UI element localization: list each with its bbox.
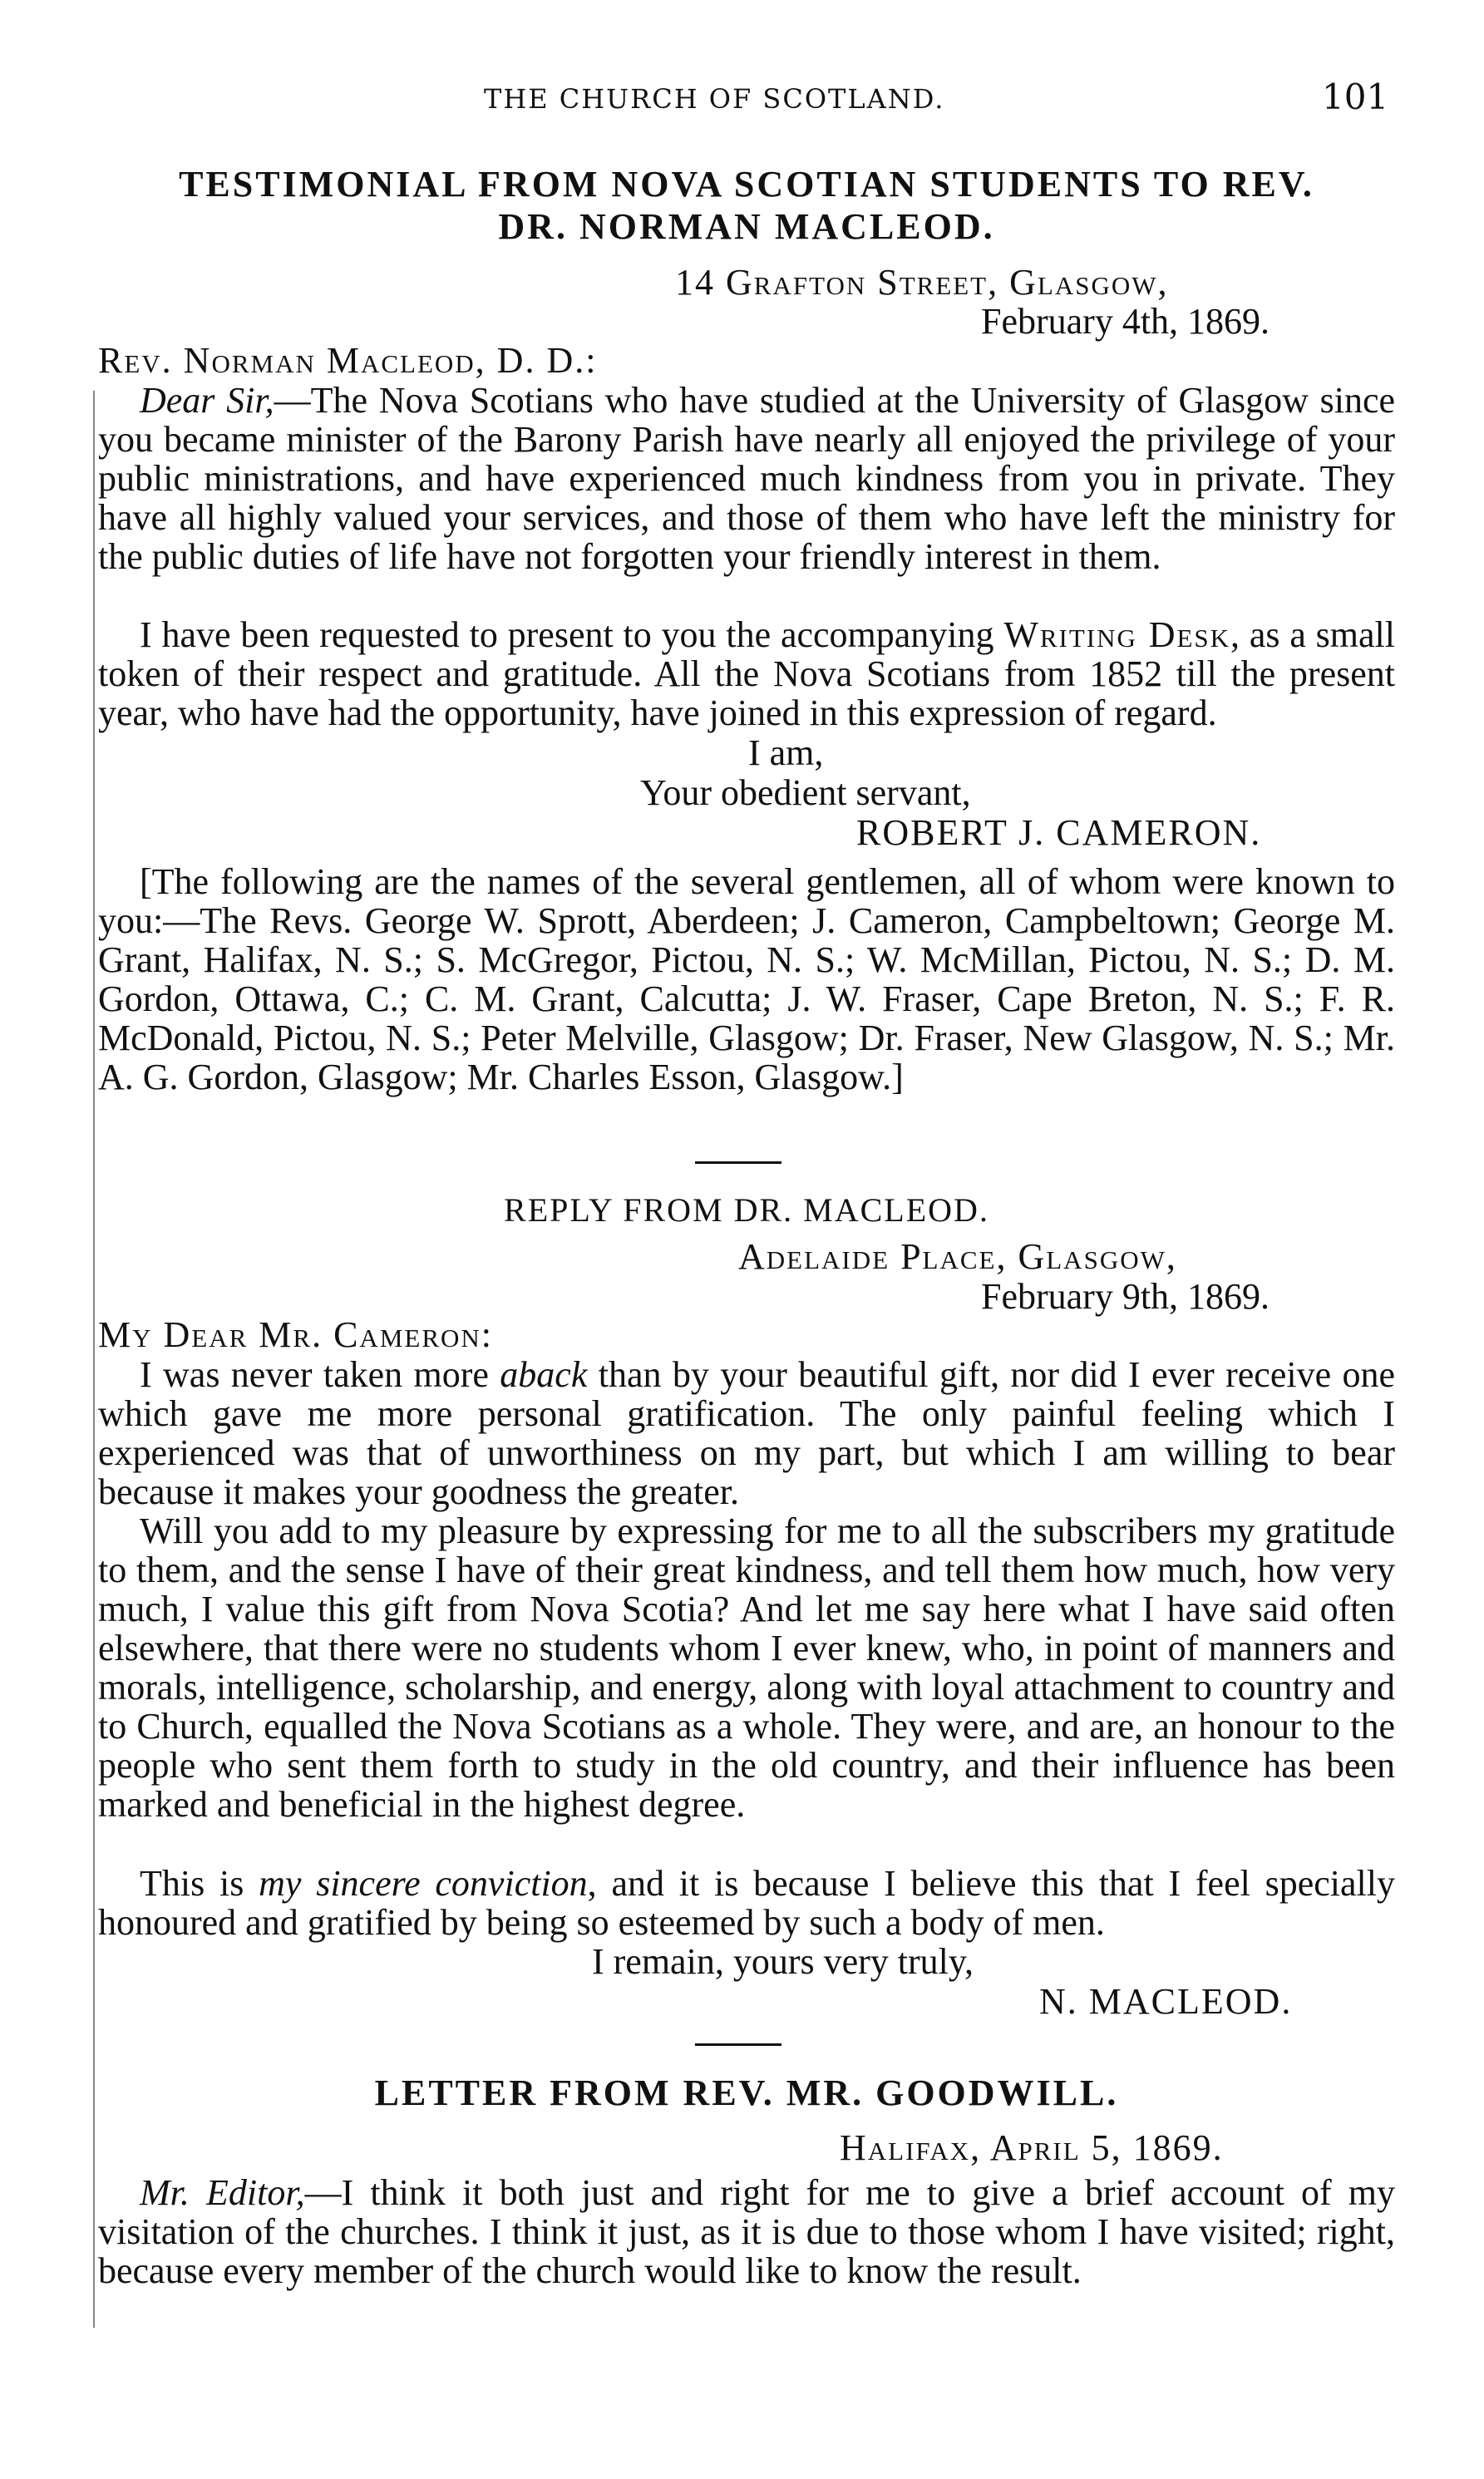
testimonial-paragraph-2: I have been requested to present to you the accompanying Writing Desk, as a small token of their respect and gratitude. All the Nova Scotians from 1852 till the present year, who have had the opportunity, have joined in this expression of regard. bbox=[98, 614, 1395, 733]
dear-sir: Dear Sir, bbox=[140, 380, 274, 421]
goodwill-date: Halifax, April 5, 1869. bbox=[840, 2127, 1224, 2168]
margin-line bbox=[93, 391, 95, 2328]
reply-closing: I remain, yours very truly, bbox=[592, 1941, 974, 1982]
reply-paragraph-3: This is my sincere conviction, and it is because I believe this that I feel specially honoured and gratified by being so esteemed by such a body of men. bbox=[98, 1863, 1395, 1943]
testimonial-paragraph-1: Dear Sir,—The Nova Scotians who have studied at the University of Glasgow since you became minister of the Barony Parish have nearly all enjoyed the privilege of your public ministrations, and have experienced much kindness from you in private. They have all highly valued your services, and those of them who have left the ministry for the public duties of life have not forgotten your friendly interest in them. bbox=[98, 380, 1395, 577]
testimonial-date: February 4th, 1869. bbox=[981, 301, 1270, 342]
mr-editor: Mr. Editor, bbox=[140, 2172, 305, 2213]
names-note: [The following are the names of the several gentlemen, all of whom were known to you:—The Revs. George W. Sprott, Aberdeen; J. Cameron, Campbeltown; George M. Grant, Halifax, N. S.; S. McGregor, Pictou, N. S.; W. McMillan, Pictou, N. S.; D. M. Gordon, Ottawa, C.; C. M. Grant, Calcutta; J. W. Fraser, Cape Breton, N. S.; F. R. McDonald, Pictou, N. S.; Peter Melville, Glasgow; Dr. Fraser, New Glasgow, N. S.; Mr. A. G. Gordon, Glasgow; Mr. Charles Esson, Glasgow.] bbox=[98, 861, 1395, 1097]
goodwill-heading: LETTER FROM REV. MR. GOODWILL. bbox=[374, 2072, 1119, 2113]
reply-salutation: My Dear Mr. Cameron: bbox=[98, 1314, 493, 1355]
section-divider-1 bbox=[695, 1161, 781, 1164]
writing-desk: Writing Desk bbox=[1003, 614, 1231, 655]
section-divider-2 bbox=[695, 2043, 781, 2046]
aback: aback bbox=[500, 1354, 588, 1395]
reply-heading: REPLY FROM DR. MACLEOD. bbox=[504, 1191, 989, 1229]
testimonial-heading-line2: DR. NORMAN MACLEOD. bbox=[498, 206, 995, 247]
testimonial-salutation: Rev. Norman Macleod, D. D.: bbox=[98, 340, 598, 381]
testimonial-closing: Your obedient servant, bbox=[640, 772, 971, 813]
testimonial-i-am: I am, bbox=[748, 732, 824, 773]
reply-paragraph-2: Will you add to my pleasure by expressing for me to all the subscribers my gratitude to them, and the sense I have of their great kindness, and tell them how much, how very much, I value this gift from Nova Scotia? And let me say here what I have said often elsewhere, that there were no students whom I ever knew, who, in point of manners and morals, intelligence, scholarship, and energy, along with loyal attachment to country and to Church, equalled the Nova Scotians as a whole. They were, and are, an honour to the people who sent them forth to study in the old country, and their influence has been marked and beneficial in the highest degree. bbox=[98, 1511, 1395, 1825]
reply-date: February 9th, 1869. bbox=[981, 1276, 1270, 1317]
sincere-conviction: my sincere conviction bbox=[259, 1863, 588, 1904]
reply-paragraph-1: I was never taken more aback than by your beautiful gift, nor did I ever receive one which gave me more personal gratification. The only painful feeling which I experienced was that of unworthiness on my part, but which I am willing to bear because it makes your goodness the greater. bbox=[98, 1354, 1396, 1512]
page-number: 101 bbox=[1322, 76, 1389, 117]
running-head: THE CHURCH OF SCOTLAND. bbox=[484, 83, 945, 115]
goodwill-paragraph-1: Mr. Editor,—I think it both just and right for me to give a brief account of my visitation of the churches. I think it just, as it is due to those whom I have visited; right, because every member of the church would like to know the result. bbox=[98, 2172, 1395, 2291]
testimonial-heading-line1: TESTIMONIAL FROM NOVA SCOTIAN STUDENTS TO REV. bbox=[179, 164, 1314, 205]
reply-signature: N. MACLEOD. bbox=[1039, 1981, 1293, 2022]
reply-address: Adelaide Place, Glasgow, bbox=[738, 1236, 1177, 1277]
testimonial-signature: ROBERT J. CAMERON. bbox=[856, 812, 1262, 853]
testimonial-address: 14 Grafton Street, Glasgow, bbox=[675, 262, 1169, 303]
